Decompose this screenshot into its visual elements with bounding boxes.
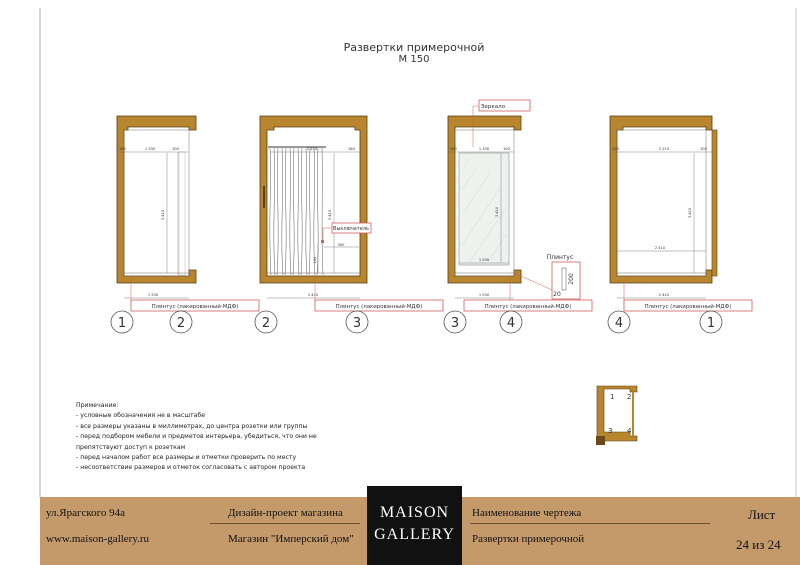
note-line: - условные обозначения не в масштабе (76, 412, 206, 420)
elevation-4-dim-top-main: 2 210 (658, 147, 670, 151)
title-block-rule (210, 523, 360, 524)
elevation-4-baseboard-label: Плинтус (лакированный-МДФ) (644, 304, 732, 310)
elevation-4-right-post (712, 130, 717, 276)
elevation-1-dim-height-value: 3 410 (161, 209, 165, 221)
key-plan-label-2: 2 (627, 393, 632, 401)
elevation-2-marker-left (255, 311, 277, 333)
elevation-3-marker-left (444, 311, 466, 333)
elevation-1-marker-right (170, 311, 192, 333)
elevation-4-dim-top-left: 100 (612, 147, 619, 151)
key-plan-post (596, 436, 605, 445)
svg-text:1: 1 (706, 316, 716, 331)
store-name: Магазин "Имперский дом" (228, 533, 354, 545)
elevation-3 (444, 100, 592, 333)
elevation-2-dim-top-right: 180 (348, 147, 355, 151)
elevation-1-baseboard-label: Плинтус (лакированный-МДФ) (151, 304, 239, 310)
drawing-title: Развертки примерочной (343, 41, 485, 54)
logo-line-2: GALLERY (374, 526, 455, 543)
elevation-4-marker-left (608, 311, 630, 333)
note-line: - перед подбором мебели и предметов интерьера, убедиться, что они не (76, 433, 317, 441)
elevation-3-dim-top-right: 100 (503, 147, 510, 151)
logo-line-1: MAISON (379, 504, 450, 521)
svg-text:3: 3 (450, 316, 460, 331)
note-line: - перед началом работ все размеры и отметки проверить по месту (76, 454, 297, 462)
sheet-label: Лист (748, 507, 776, 522)
elevation-3-mirror (459, 153, 509, 265)
elevation-3-plinth-w: 20 (553, 291, 561, 298)
elevation-2-marker-right (346, 311, 368, 333)
elevation-2-dim-bottom-value: 2 410 (307, 293, 319, 297)
elevation-3-marker-right (500, 311, 522, 333)
elevation-3-dim-inner-value: 1 530 (478, 258, 490, 262)
elevation-2-dim-socket-h-value: 100 (313, 256, 317, 264)
drawing-name: Развертки примерочной (472, 533, 585, 545)
elevation-3-plinth-h: 200 (568, 273, 575, 285)
svg-text:4: 4 (506, 316, 516, 331)
elevation-2-door-handle (263, 186, 265, 208)
address: ул.Ярагского 94а (46, 507, 126, 519)
elevation-1-dim-bottom-value: 1 530 (147, 293, 159, 297)
key-plan (596, 386, 637, 445)
elevation-1-marker-left (111, 311, 133, 333)
maison-gallery-logo (367, 486, 462, 565)
elevation-4-marker-right (700, 311, 722, 333)
elevation-2 (255, 116, 443, 333)
key-plan-label-4: 4 (627, 427, 632, 435)
elevation-3-dim-top-left: 100 (450, 147, 457, 151)
elevation-3-plinth-detail-label: Плинтус (546, 254, 574, 261)
elevation-2-dim-height-value: 3 410 (328, 209, 332, 221)
elevation-1-dim-top-right: 100 (172, 147, 179, 151)
svg-text:4: 4 (614, 316, 624, 331)
website-link[interactable]: www.maison-gallery.ru (46, 533, 150, 545)
svg-text:2: 2 (176, 316, 186, 331)
elevation-1-wall (117, 116, 196, 283)
note-line: препятствуют доступ к розеткам (76, 443, 186, 451)
elevation-2-dim-top-main: 2 210 (306, 147, 318, 151)
elevation-2-curtain (270, 148, 323, 275)
key-plan-label-1: 1 (610, 393, 615, 401)
notes-heading: Примечание: (76, 402, 119, 409)
drawing-name-label: Наименование чертежа (472, 507, 582, 519)
drawing-scale: М 150 (398, 54, 430, 65)
sheet-number: 24 из 24 (736, 537, 781, 552)
elevation-1 (111, 116, 259, 333)
elevation-4-dim-bottom-value: 2 410 (658, 293, 670, 297)
elevation-3-dim-height-value: 3 410 (495, 206, 499, 218)
elevation-1-dim-top-main: 1 330 (144, 147, 156, 151)
title-block-rule (470, 523, 710, 524)
elevation-2-dim-socket-w-value: 300 (337, 243, 345, 247)
elevation-3-baseboard-label: Плинтус (лакированный-МДФ) (484, 304, 572, 310)
notes-block (76, 401, 317, 474)
elevation-2-switch-leader (323, 228, 332, 240)
note-line: - несоответствие размеров и отметок согласовать с автором проекта (76, 464, 306, 472)
svg-text:1: 1 (117, 316, 127, 331)
elevation-3-mirror-label: Зеркало (480, 104, 506, 110)
elevation-4-dim-height-value: 3 410 (688, 207, 692, 219)
elevation-1-dim-top-left: 100 (119, 147, 126, 151)
note-line: - все размеры указаны в миллиметрах, до центра розетки или группы (76, 422, 308, 430)
title-block (40, 497, 800, 565)
svg-text:3: 3 (352, 316, 362, 331)
elevation-4-wall (610, 116, 712, 283)
elevation-2-switch-label: Выключатель (333, 226, 369, 232)
elevation-4 (608, 116, 752, 333)
elevation-1-right-panel (179, 152, 185, 275)
elevation-3-dim-top-main: 1 330 (478, 147, 490, 151)
elevation-2-switch (321, 240, 324, 243)
project-name: Дизайн-проект магазина (228, 507, 343, 519)
elevation-4-dim-inner-value: 2 410 (654, 246, 666, 250)
elevation-2-baseboard-label: Плинтус (лакированный-МДФ) (335, 304, 423, 310)
elevation-4-dim-top-right: 100 (700, 147, 707, 151)
elevation-3-dim-bottom-value: 1 530 (478, 293, 490, 297)
svg-text:2: 2 (261, 316, 271, 331)
key-plan-label-3: 3 (608, 427, 613, 435)
